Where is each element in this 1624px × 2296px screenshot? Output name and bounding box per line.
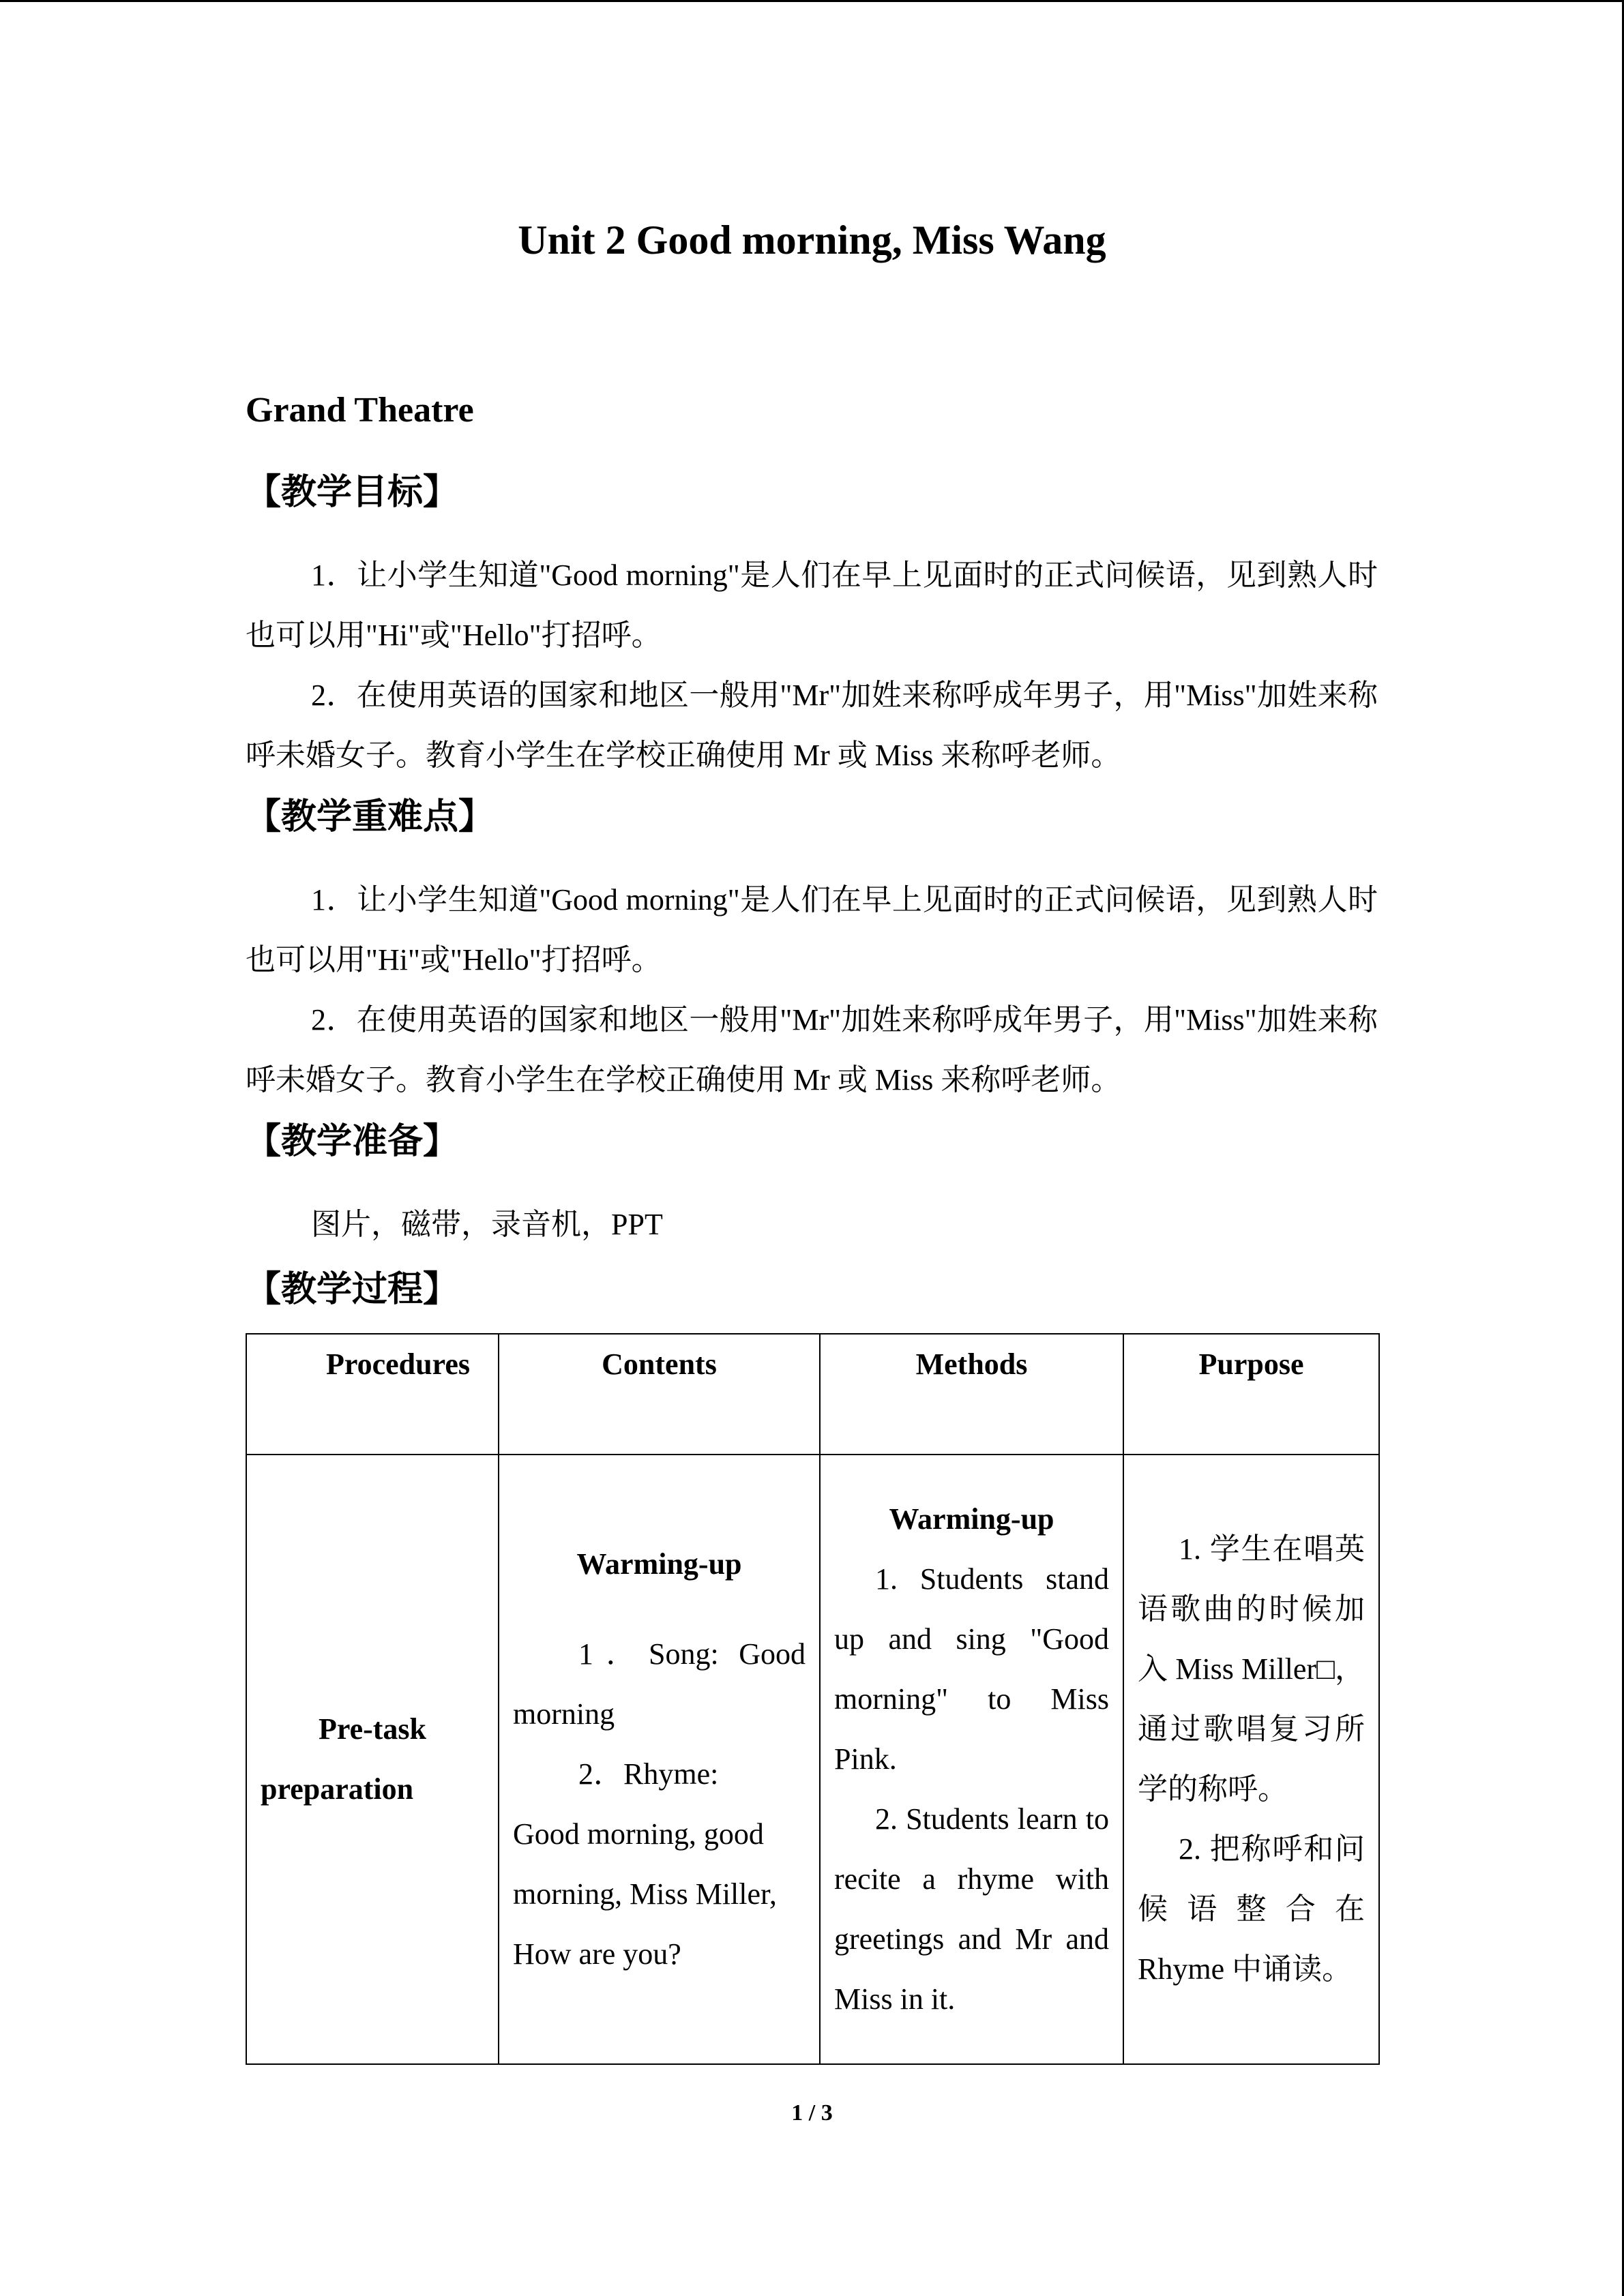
methods-cell xyxy=(820,1455,1123,2064)
procedure-line-2: preparation xyxy=(261,1772,414,1806)
lesson-subtitle: Grand Theatre xyxy=(246,391,474,430)
methods-item-1: 1. Students stand up and sing "Good morning" to Miss Pink. xyxy=(834,1562,1109,1776)
header-purpose: Purpose xyxy=(1123,1334,1379,1455)
contents-rhyme-label: 2．Rhyme: xyxy=(578,1757,719,1791)
procedure-table xyxy=(246,1333,1380,2065)
process-heading: 【教学过程】 xyxy=(246,1270,459,1309)
purpose-cell xyxy=(1123,1455,1379,2064)
page-number: 1 / 3 xyxy=(791,2100,833,2126)
methods-title: Warming-up xyxy=(889,1502,1054,1536)
objectives-paragraph-2: 2．在使用英语的国家和地区一般用"Mr"加姓来称呼成年男子，用"Miss"加姓来称呼未婚女子。教育小学生在学校正确使用 Mr 或 Miss 来称呼老师。 xyxy=(246,679,1378,772)
contents-rhyme-text: Good morning, good morning, Miss Miller, How are you? xyxy=(513,1817,777,1971)
contents-title: Warming-up xyxy=(576,1547,742,1581)
header-procedures: Procedures xyxy=(246,1334,499,1455)
contents-cell xyxy=(499,1455,820,2064)
procedure-cell xyxy=(246,1455,499,2064)
contents-song: 1．Song: Good morning xyxy=(513,1637,806,1731)
table-row xyxy=(246,1455,1379,2064)
page-title: Unit 2 Good morning, Miss Wang xyxy=(518,218,1106,263)
header-contents: Contents xyxy=(499,1334,820,1455)
procedure-line-1: Pre-task xyxy=(318,1712,427,1746)
purpose-item-2: 2. 把称呼和问候语整合在 Rhyme 中诵读。 xyxy=(1138,1832,1365,1986)
header-methods: Methods xyxy=(820,1334,1123,1455)
keypoints-paragraph-1: 1．让小学生知道"Good morning"是人们在早上见面时的正式问候语，见到熟人时也可以用"Hi"或"Hello"打招呼。 xyxy=(246,883,1378,976)
objectives-heading: 【教学目标】 xyxy=(246,473,459,512)
preparation-heading: 【教学准备】 xyxy=(246,1122,459,1161)
keypoints-heading: 【教学重难点】 xyxy=(246,798,494,837)
keypoints-paragraph-2: 2．在使用英语的国家和地区一般用"Mr"加姓来称呼成年男子，用"Miss"加姓来称呼未婚女子。教育小学生在学校正确使用 Mr 或 Miss 来称呼老师。 xyxy=(246,1003,1378,1097)
table-header-row xyxy=(246,1334,1379,1455)
preparation-text: 图片，磁带，录音机，PPT xyxy=(311,1208,663,1241)
purpose-item-1: 1. 学生在唱英语歌曲的时候加入 Miss Miller□， 通过歌唱复习所学的称呼。 xyxy=(1138,1532,1365,1806)
methods-item-2: 2. Students learn to recite a rhyme with greetings and Mr and Miss in it. xyxy=(834,1802,1109,2016)
objectives-paragraph-1: 1．让小学生知道"Good morning"是人们在早上见面时的正式问候语，见到熟人时也可以用"Hi"或"Hello"打招呼。 xyxy=(246,558,1378,652)
